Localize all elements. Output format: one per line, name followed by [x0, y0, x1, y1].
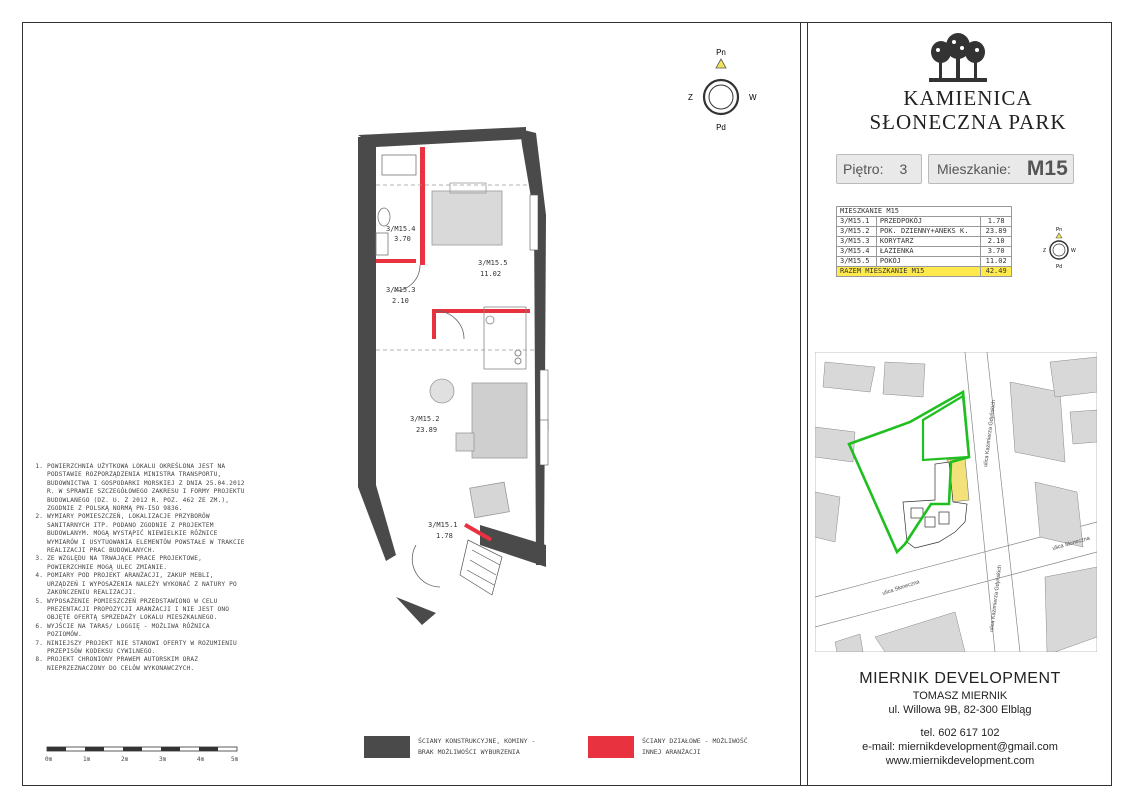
room-2-code: 3/M15.2	[410, 415, 440, 423]
brand-line1: KAMIENICA	[903, 86, 1033, 110]
compass-small-e: W	[1071, 248, 1076, 254]
terrace-triangle	[396, 597, 436, 625]
door-arc-3	[412, 545, 440, 587]
wall-north	[358, 127, 526, 147]
compass-small	[1036, 222, 1082, 284]
room-4-code: 3/M15.4	[386, 225, 416, 233]
floor-value: 3	[899, 161, 908, 177]
room-4-area: 3.70	[394, 235, 411, 243]
rooms-table	[836, 206, 1012, 277]
note-item: 3. ZE WZGLĘDU NA TRWAJĄCE PRACE PROJEKTOWE, POWIERZCHNIE MOGĄ ULEC ZMIANIE.	[47, 555, 245, 572]
developer-email[interactable]: e-mail: miernikdevelopment@gmail.com	[862, 741, 1058, 753]
developer-name: MIERNIK DEVELOPMENT	[859, 670, 1061, 687]
partition-kitchen-2	[432, 309, 436, 339]
scale-label: 3m	[159, 756, 167, 763]
table-row	[837, 217, 1012, 227]
partition-hall	[376, 259, 416, 263]
armchair	[430, 379, 454, 403]
room-3-code: 3/M15.3	[386, 286, 416, 294]
room-code: 3/M15.1	[837, 217, 877, 227]
note-item: 7. NINIEJSZY PROJEKT NIE STANOWI OFERTY W ROZUMIENIU PRZEPISÓW KODEKSU CYWILNEGO.	[47, 640, 245, 657]
apartment-box	[928, 154, 1074, 184]
notes-list	[35, 463, 245, 673]
note-item: 4. POMIARY POD PROJEKT ARANŻACJI, ZAKUP MEBLI, URZĄDZEŃ I WYPOSAŻENIA NALEŻY WYKONAĆ Z NATURY PO ZAKOŃCZENIU REALIZACJI.	[47, 572, 245, 597]
partition-kitchen	[432, 309, 530, 313]
note-item: 6. WYJŚCIE NA TARAS/ LOGGIĘ - MOŻLIWA RÓŻNICA POZIOMÓW.	[47, 623, 245, 640]
room-3-area: 2.10	[392, 297, 409, 305]
door-arc-1	[436, 311, 464, 339]
room-5-area: 11.02	[480, 270, 502, 278]
room-name: POK. DZIENNY+ANEKS K.	[876, 227, 980, 237]
room-code: 3/M15.4	[837, 247, 877, 257]
developer-owner: TOMASZ MIERNIK	[912, 690, 1008, 702]
legend-partition-line2: INNEJ ARANŻACJI	[642, 748, 701, 756]
developer-website[interactable]: www.miernikdevelopment.com	[885, 755, 1035, 767]
compass-small-s: Pd	[1055, 264, 1063, 270]
scale-label: 2m	[121, 756, 129, 763]
developer-address: ul. Willowa 9B, 82-300 Elbląg	[888, 704, 1032, 716]
table-row	[837, 227, 1012, 237]
street-label-4: ulica Kazimierza Gdyńskich	[989, 564, 1004, 633]
room-name: KORYTARZ	[876, 237, 980, 247]
legend-structural-line1: ŚCIANY KONSTRUKCYJNE, KOMINY -	[418, 737, 536, 745]
compass-main	[680, 44, 762, 136]
floor-label: Piętro:	[843, 161, 884, 177]
room-1-code: 3/M15.1	[428, 521, 458, 529]
room-area: 23.89	[981, 227, 1012, 237]
room-1-area: 1.78	[436, 532, 453, 540]
room-area: 11.02	[981, 257, 1012, 267]
toilet	[378, 208, 390, 226]
apartment-label: Mieszkanie:	[937, 161, 1011, 177]
note-item: 2. WYMIARY POMIESZCZEŃ, LOKALIZACJE PRZYBORÓW SANITARNYCH ITP. PODANO ZGODNIE Z PROJEKTEM BUDOWLANYM. MOGĄ WYSTĄPIĆ NIEWIELKIE RÓŻNICE WYMIARÓW I USYTUOWANIA ELEMENTÓW POWSTAŁE W TRAKCIE REALIZACJI PRAC BUDOWLANYCH.	[47, 513, 245, 555]
compass-w: Z	[688, 93, 693, 102]
note-item: 5. WYPOSAŻENIE POMIESZCZEŃ PRZEDSTAWIONO W CELU PREZENTACJI PROPOZYCJI ARANŻACJI I NIE JEST ONO OBJĘTE OFERTĄ SPRZEDAŻY LOKALU MIESZKALNEGO.	[47, 598, 245, 623]
window-2	[540, 420, 548, 465]
window-3	[530, 195, 538, 250]
room-name: PRZEDPOKÓJ	[876, 217, 980, 227]
room-area: 3.70	[981, 247, 1012, 257]
sink	[376, 233, 388, 255]
scale-label: 5m	[231, 756, 239, 763]
street-label-2: ulica Słoneczna	[1051, 535, 1091, 552]
scale-bar	[45, 745, 240, 767]
note-item: 1. POWIERZCHNIA UŻYTKOWA LOKALU OKREŚLONA JEST NA PODSTAWIE ROZPORZĄDZENIA MINISTRA TRANSPORTU, BUDOWNICTWA I GOSPODARKI MORSKIEJ Z DNIA 25.04.2012 R. W SPRAWIE SZCZEGÓŁOWEGO ZAKRESU I FORMY PROJEKTU BUDOWLANEGO (DZ. U. Z 2012 R. POZ. 462 ZE ZM.), ZGODNIE Z POLSKĄ NORMĄ PN-ISO 9836.	[47, 463, 245, 513]
room-name: ŁAZIENKA	[876, 247, 980, 257]
street-label-1: ulica Kazimierza Gdyńskich	[983, 399, 998, 468]
total-area: 42.49	[981, 267, 1012, 277]
brand-line2: SŁONECZNA PARK	[869, 110, 1067, 134]
scale-label: 1m	[83, 756, 91, 763]
table-row	[837, 247, 1012, 257]
site-map	[815, 352, 1097, 652]
note-item: 8. PROJEKT CHRONIONY PRAWEM AUTORSKIM ORAZ NIEPRZEZNACZONY DO CELÓW WYKONAWCZYCH.	[47, 656, 245, 673]
compass-small-n: Pn	[1055, 227, 1063, 233]
legend-structural-swatch	[364, 736, 410, 758]
sheet-divider	[800, 22, 808, 786]
room-5-code: 3/M15.5	[478, 259, 508, 267]
legend-partition-text	[642, 736, 748, 758]
floor-box	[836, 154, 922, 184]
compass-n: Pn	[716, 48, 726, 57]
street-label-3: ulica Słoneczna	[881, 579, 921, 597]
legend-partition-swatch	[588, 736, 634, 758]
table-row	[837, 257, 1012, 267]
shower	[382, 155, 416, 175]
legend-structural-text	[418, 736, 535, 758]
room-code: 3/M15.2	[837, 227, 877, 237]
table-total-row	[837, 267, 1012, 277]
tree-logo-icon	[925, 30, 991, 86]
compass-small-w: Z	[1043, 248, 1047, 254]
partition-bath	[420, 147, 425, 265]
room-2-area: 23.89	[416, 426, 438, 434]
scale-label: 0m	[45, 756, 53, 763]
wall-east	[520, 129, 546, 565]
developer-phone: tel. 602 617 102	[920, 727, 1000, 739]
north-arrow-icon	[716, 59, 726, 68]
compass-e: W	[749, 93, 757, 102]
bed	[432, 191, 502, 245]
total-label: RAZEM MIESZKANIE M15	[837, 267, 981, 277]
apartment-value: M15	[1026, 157, 1068, 180]
wall-west	[358, 137, 396, 561]
room-code: 3/M15.3	[837, 237, 877, 247]
room-area: 2.10	[981, 237, 1012, 247]
dining-table	[470, 482, 510, 518]
room-area: 1.78	[981, 217, 1012, 227]
rooms-table-header: MIESZKANIE M15	[837, 207, 1012, 217]
legend-partition-line1: ŚCIANY DZIAŁOWE - MOŻLIWOŚĆ	[642, 737, 748, 745]
floor-plan	[340, 125, 570, 630]
compass-s: Pd	[716, 123, 726, 132]
room-name: POKÓJ	[876, 257, 980, 267]
room-code: 3/M15.5	[837, 257, 877, 267]
table-row	[837, 237, 1012, 247]
scale-label: 4m	[197, 756, 205, 763]
sofa	[472, 383, 527, 458]
legend-structural-line2: BRAK MOŻLIWOŚCI WYBURZENIA	[418, 748, 520, 756]
